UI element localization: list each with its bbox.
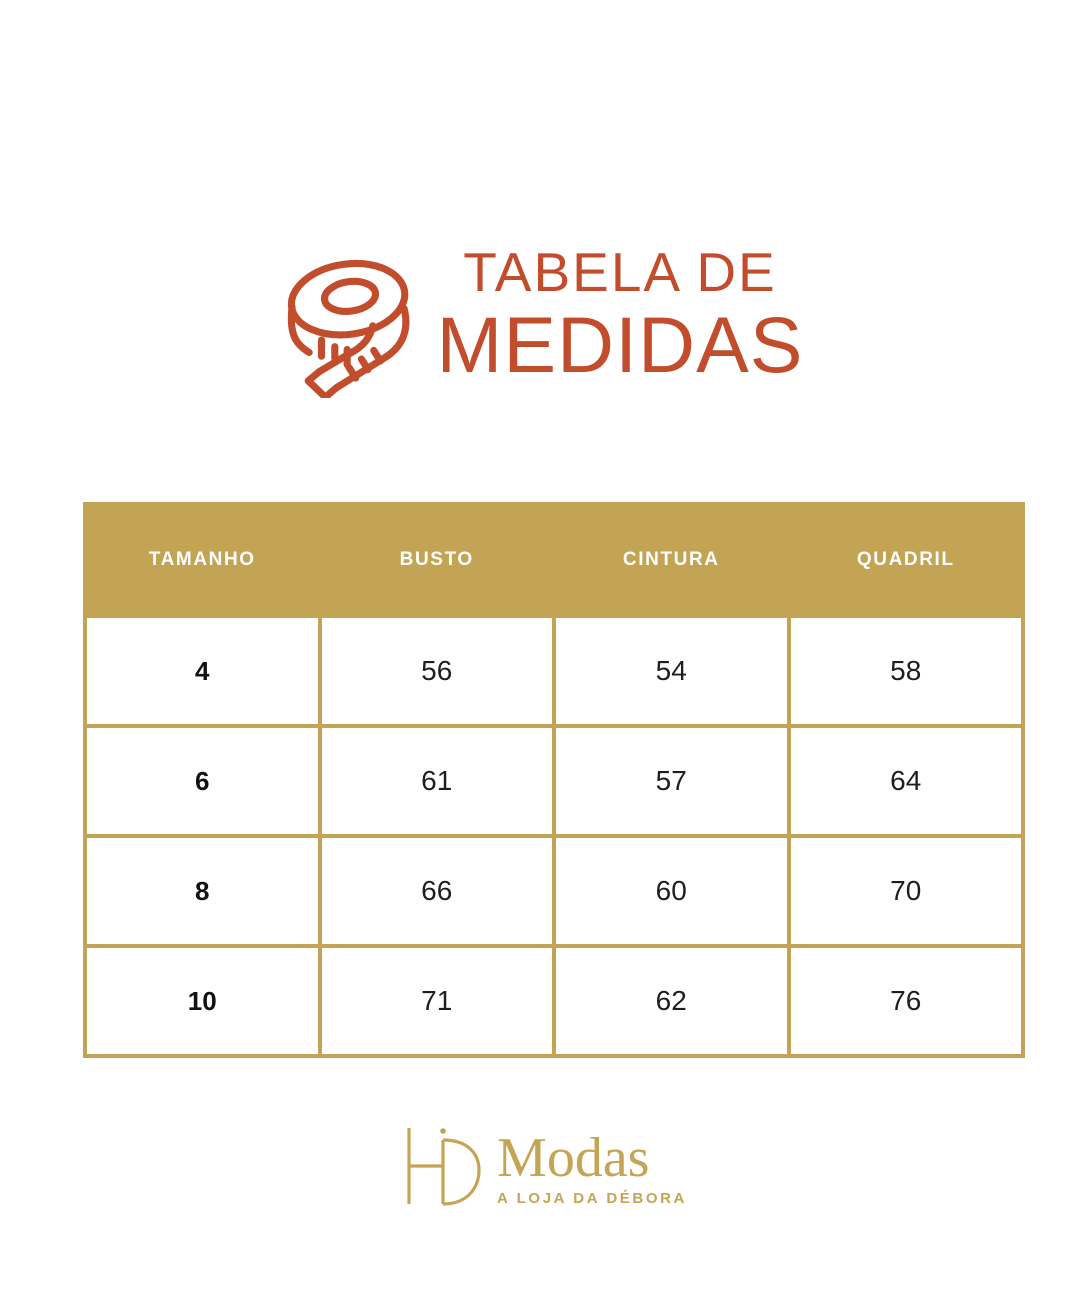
cell-busto: 66 [320,836,555,946]
cell-quadril: 76 [789,946,1024,1056]
column-header-tamanho: TAMANHO [85,504,320,616]
cell-size: 6 [85,726,320,836]
page-title [434,241,806,389]
title-line-2: MEDIDAS [436,300,804,389]
cell-busto: 71 [320,946,555,1056]
cell-cintura: 57 [554,726,789,836]
table-row [85,616,1023,726]
brand-name: Modas [497,1127,650,1189]
cell-quadril: 64 [789,726,1024,836]
cell-busto: 56 [320,616,555,726]
brand-tagline: A LOJA DA DÉBORA [497,1190,687,1207]
column-header-cintura: CINTURA [554,504,789,616]
header [0,242,1080,403]
table-row [85,726,1023,836]
column-header-busto: BUSTO [320,504,555,616]
cell-cintura: 54 [554,616,789,726]
cell-size: 8 [85,836,320,946]
brand-text [497,1127,687,1207]
column-header-quadril: QUADRIL [789,504,1024,616]
cell-size: 4 [85,616,320,726]
cell-quadril: 70 [789,836,1024,946]
table-row [85,946,1023,1056]
brand-footer [0,1118,1080,1219]
title-line-1: TABELA DE [463,241,777,303]
cell-quadril: 58 [789,616,1024,726]
measuring-tape-icon [274,246,426,403]
cell-busto: 61 [320,726,555,836]
table-header-row [85,504,1023,616]
cell-cintura: 60 [554,836,789,946]
table-row [85,836,1023,946]
cell-size: 10 [85,946,320,1056]
hd-monogram-logo [393,1118,485,1219]
cell-cintura: 62 [554,946,789,1056]
measurements-table [83,502,1025,1058]
